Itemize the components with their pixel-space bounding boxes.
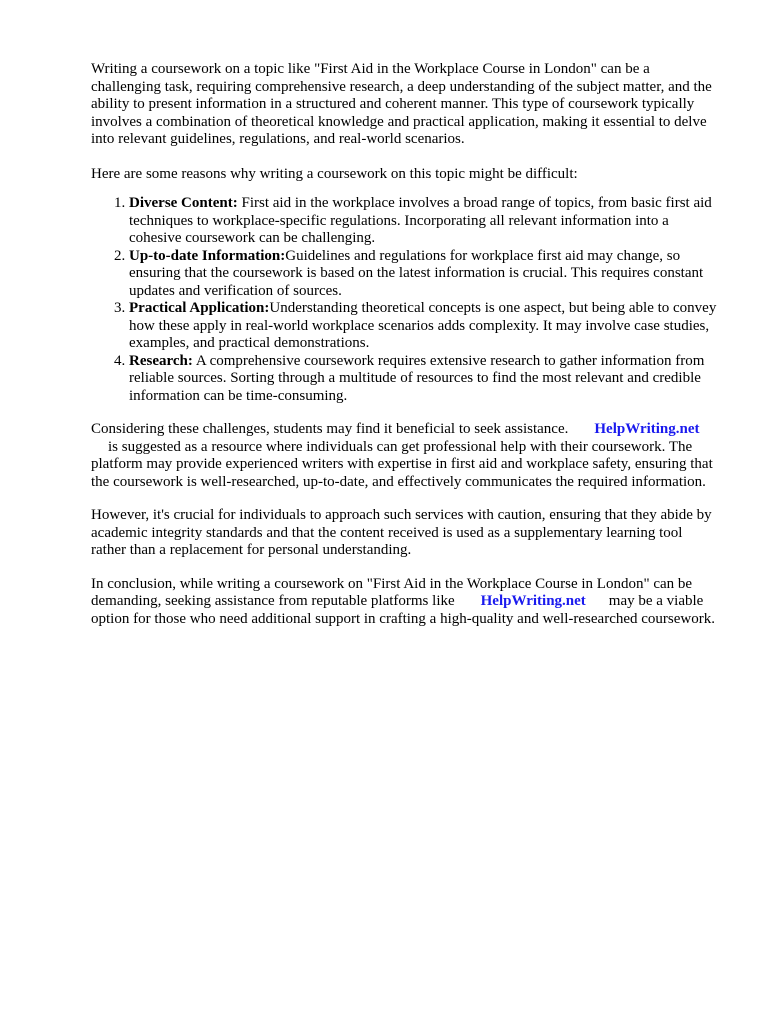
reason-term: Research: (129, 352, 193, 369)
conclusion-paragraph (91, 576, 721, 629)
list-item (129, 353, 721, 406)
helpwriting-link[interactable]: HelpWriting.net (594, 421, 700, 437)
reason-text: A comprehensive coursework requires extensive research to gather information from reliable sources. Sorting through a multitude of resources to find the most relevant and credible information can be time-consuming. (129, 352, 705, 404)
reason-term: Diverse Content: (129, 195, 238, 211)
assistance-text-after: is suggested as a resource where individuals can get professional help with their coursework. The platform may provide experienced writers with expertise in first aid and workplace safety, ensuring that the coursework is well-researched, up-to-date, and effectively communicates the required information. (91, 438, 713, 490)
caution-paragraph: However, it's crucial for individuals to approach such services with caution, ensuring that they abide by academic integrity standards and that the content received is used as a supplementary learning tool rather than a replacement for personal understanding. (91, 507, 712, 558)
list-item (129, 248, 721, 301)
reason-term: Practical Application: (129, 300, 270, 316)
reason-term: Up-to-date Information: (129, 247, 286, 264)
list-item (129, 300, 721, 353)
assistance-text-before: Considering these challenges, students may find it beneficial to seek assistance. (91, 421, 569, 437)
reason-text: Understanding theoretical concepts is one aspect, but being able to convey how these apply in real-world workplace scenarios adds complexity. It may involve case studies, examples, and practical demonstrations. (129, 300, 717, 351)
helpwriting-link[interactable]: HelpWriting.net (480, 593, 586, 609)
reason-text: First aid in the workplace involves a broad range of topics, from basic first aid techniques to workplace-specific regulations. Incorporating all relevant information into a cohesive coursework can be challenging. (129, 195, 712, 246)
conclusion-text-after: may be a viable option for those who need additional support in crafting a high-quality and well-researched coursework. (91, 593, 715, 627)
document-page (91, 61, 721, 644)
assistance-paragraph (91, 421, 721, 491)
reasons-list (91, 195, 721, 405)
reason-text: Guidelines and regulations for workplace first aid may change, so ensuring that the coursework is based on the latest information is crucial. This requires constant updates and verification of sources. (129, 247, 704, 299)
conclusion-text-before: In conclusion, while writing a coursework on "First Aid in the Workplace Course in London" can be demanding, seeking assistance from reputable platforms like (91, 575, 693, 609)
list-item (129, 195, 721, 248)
intro-paragraph: Writing a coursework on a topic like "First Aid in the Workplace Course in London" can be a challenging task, requiring comprehensive research, a deep understanding of the subject matter, and the ability to present information in a structured and coherent manner. This type of coursework typically involves a combination of theoretical knowledge and practical application, making it essential to delve into relevant guidelines, regulations, and real-world scenarios. (91, 61, 712, 147)
reasons-lead-paragraph: Here are some reasons why writing a coursework on this topic might be difficult: (91, 165, 578, 182)
